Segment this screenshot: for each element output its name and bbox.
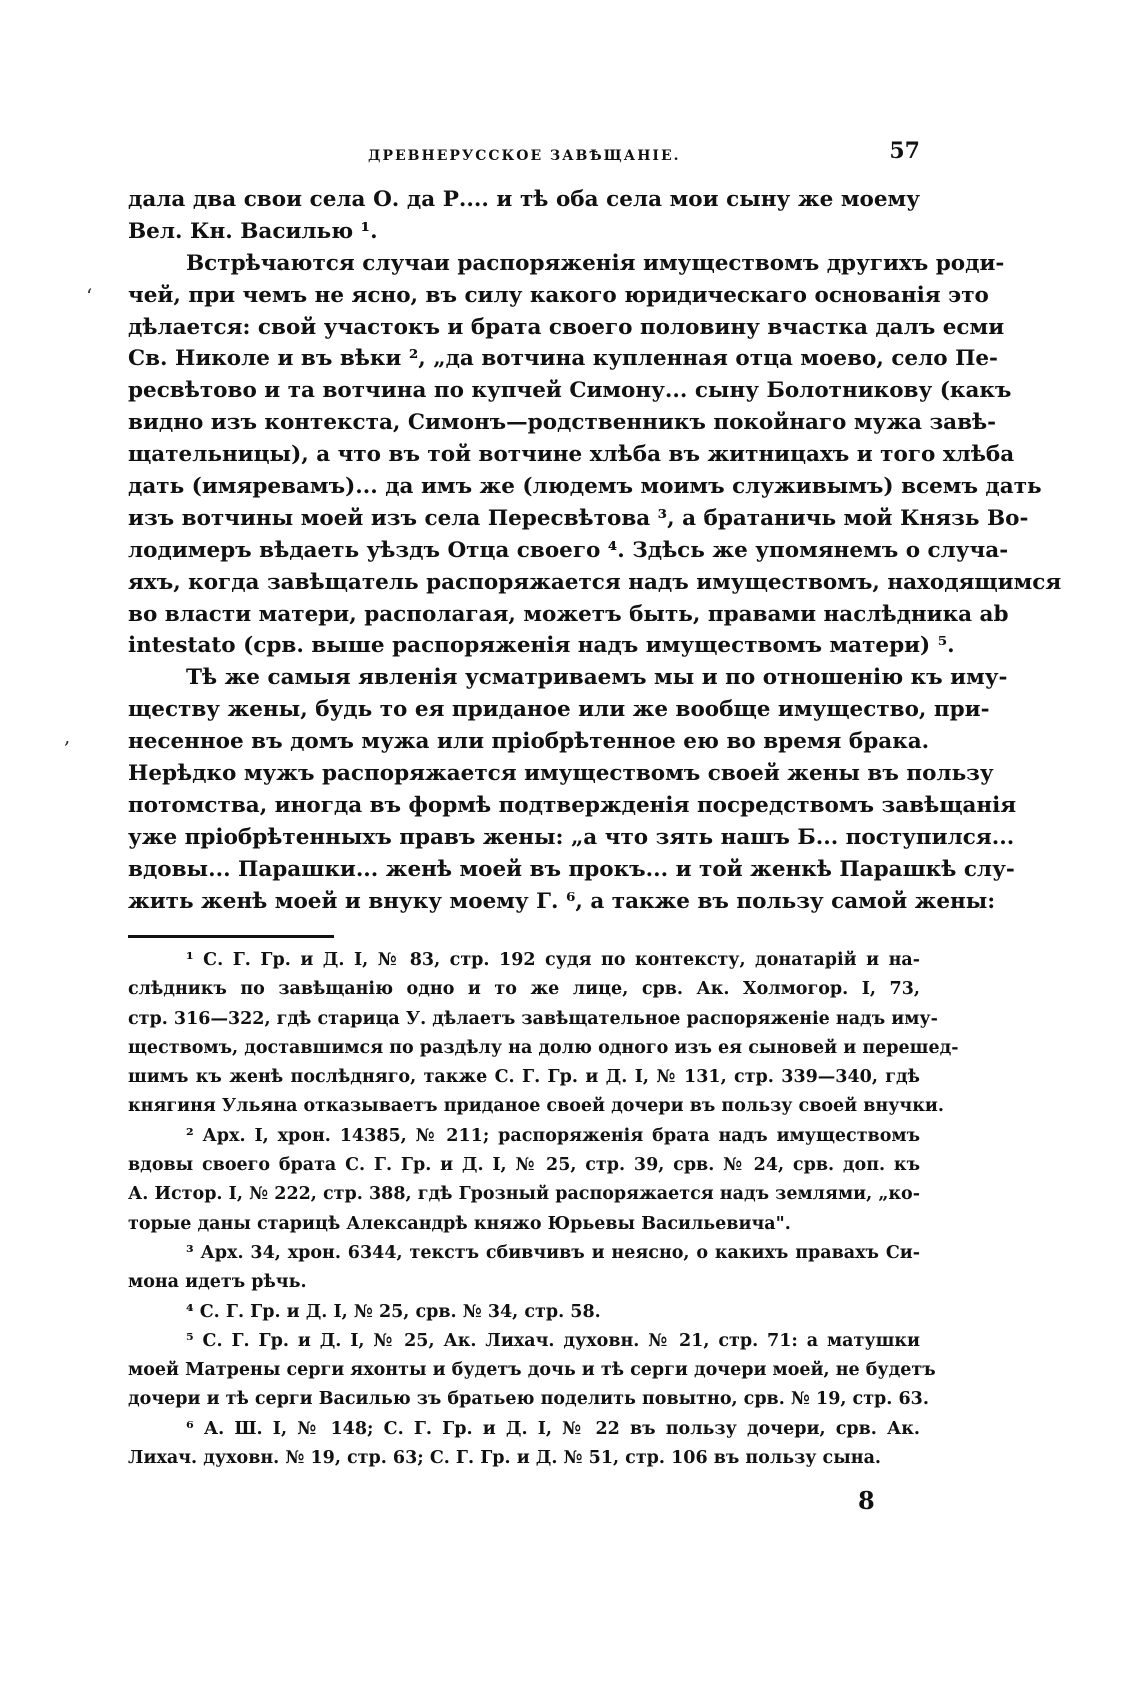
text-line: ществу жены, будь то ея приданое или же вообще имущество, при- — [128, 697, 990, 723]
text-line: дать (имяревамъ)... да имъ же (людемъ моимъ служивымъ) всемъ дать — [128, 474, 1042, 500]
text-line: потомства, иногда въ формѣ подтвержденія посредствомъ завѣщанія — [128, 792, 1017, 818]
footnote-line: ществомъ, доставшимся по раздѣлу на долю одного изъ ея сыновей и перешед- — [128, 1037, 959, 1058]
text-line: дѣлается: свой участокъ и брата своего половину вчастка далъ есми — [128, 314, 1005, 340]
footnote-line: торые даны старицѣ Александрѣ княжо Юрьевы Васильевича". — [128, 1213, 791, 1234]
text-line: Встрѣчаются случаи распоряженія имуществомъ другихъ роди- — [186, 250, 1005, 276]
text-line: жить женѣ моей и внуку моему Г. ⁶, а также въ пользу самой жены: — [128, 888, 996, 914]
text-line: Тѣ же самыя явленія усматриваемъ мы и по отношенію къ иму- — [186, 665, 1008, 691]
footnote-line: княгиня Ульяна отказываетъ приданое своей дочери въ пользу своей внучки. — [128, 1096, 944, 1117]
text-line: чей, при чемъ не ясно, въ силу какого юридическаго основанія это — [128, 282, 989, 308]
footnote-line: моей Матрены серги яхонты и будетъ дочь и тѣ серги дочери моей, не будетъ — [128, 1360, 936, 1381]
footnote-line: А. Истор. I, № 222, стр. 388, гдѣ Грозный распоряжается надъ землями, „ко- — [128, 1184, 920, 1205]
footnote-line: ³ Арх. 34, хрон. 6344, текстъ сбивчивъ и неясно, о какихъ правахъ Си- — [186, 1242, 920, 1263]
footnote-line: Лихач. духовн. № 19, стр. 63; С. Г. Гр. и Д. № 51, стр. 106 въ пользу сына. — [128, 1448, 881, 1469]
main-text — [128, 184, 1062, 917]
running-title: ДРЕВНЕРУССКОЕ ЗАВѢЩАНІЕ. — [368, 148, 681, 164]
page-header — [128, 138, 920, 172]
text-line: щательницы), а что въ той вотчине хлѣба въ житницахъ и того хлѣба — [128, 442, 1015, 468]
text-line: Св. Николе и въ вѣки ², „да вотчина купленная отца моево, село Пе- — [128, 346, 998, 372]
margin-mark: , — [64, 724, 71, 748]
text-line: во власти матери, располагая, можетъ быть, правами наслѣдника ab — [128, 601, 1009, 627]
footnote-line: ⁶ А. Ш. I, № 148; С. Г. Гр. и Д. I, № 22 въ пользу дочери, срв. Ак. — [186, 1418, 920, 1439]
text-line: вдовы... Парашки... женѣ моей въ прокъ... и той женкѣ Парашкѣ слу- — [128, 856, 1015, 882]
footnote-line: ¹ С. Г. Гр. и Д. I, № 83, стр. 192 судя по контексту, донатарій и на- — [186, 950, 920, 970]
text-line: лодимеръ вѣдаеть уѣздъ Отца своего ⁴. Здѣсь же упомянемъ о случа- — [128, 537, 1009, 563]
footnotes — [128, 946, 959, 1473]
footnote-line: мона идетъ рѣчь. — [128, 1272, 307, 1293]
text-line: ресвѣтово и та вотчина по купчей Симону... сыну Болотникову (какъ — [128, 378, 1012, 404]
footnote-line: ⁴ С. Г. Гр. и Д. I, № 25, срв. № 34, стр. 58. — [186, 1301, 601, 1322]
text-line: intestato (срв. выше распоряженія надъ имуществомъ матери) ⁵. — [128, 633, 955, 659]
footnote-line: шимъ къ женѣ послѣдняго, также С. Г. Гр. и Д. I, № 131, стр. 339—340, гдѣ — [128, 1067, 920, 1088]
margin-mark: ‘ — [86, 284, 93, 308]
footnote-line: ² Арх. I, хрон. 14385, № 211; распоряженія брата надъ имуществомъ — [186, 1125, 920, 1146]
footnote-line: вдовы своего брата С. Г. Гр. и Д. I, № 25, стр. 39, срв. № 24, срв. доп. къ — [128, 1155, 920, 1176]
footnote-line: ⁵ С. Г. Гр. и Д. I, № 25, Ак. Лихач. духовн. № 21, стр. 71: а матушки — [186, 1330, 920, 1351]
text-line: Вел. Кн. Василью ¹. — [128, 218, 378, 244]
footnote-line: стр. 316—322, гдѣ старица У. дѣлаетъ завѣщательное распоряженіе надъ иму- — [128, 1008, 938, 1029]
page-number: 57 — [889, 138, 920, 164]
footnote-line: дочери и тѣ серги Василью зъ братьею поделить повытно, срв. № 19, стр. 63. — [128, 1389, 929, 1410]
text-line: Нерѣдко мужъ распоряжается имуществомъ своей жены въ пользу — [128, 761, 994, 787]
signature-mark: 8 — [858, 1486, 875, 1515]
text-line: яхъ, когда завѣщатель распоряжается надъ имуществомъ, находящимся — [128, 569, 1062, 595]
text-line: видно изъ контекста, Симонъ—родственникъ покойнаго мужа завѣ- — [128, 410, 997, 436]
text-line: дала два свои села О. да Р.... и тѣ оба села мои сыну же моему — [128, 187, 920, 212]
text-line: уже пріобрѣтенныхъ правъ жены: „а что зять нашъ Б... поступился... — [128, 824, 1015, 850]
text-line: изъ вотчины моей изъ села Пересвѣтова ³, а братаничь мой Князь Во- — [128, 505, 1029, 531]
text-line: несенное въ домъ мужа или пріобрѣтенное ею во время брака. — [128, 729, 930, 755]
footnote-line: слѣдникъ по завѣщанію одно и то же лице, срв. Ак. Холмогор. I, 73, — [128, 979, 920, 1000]
footnote-divider — [128, 935, 334, 938]
